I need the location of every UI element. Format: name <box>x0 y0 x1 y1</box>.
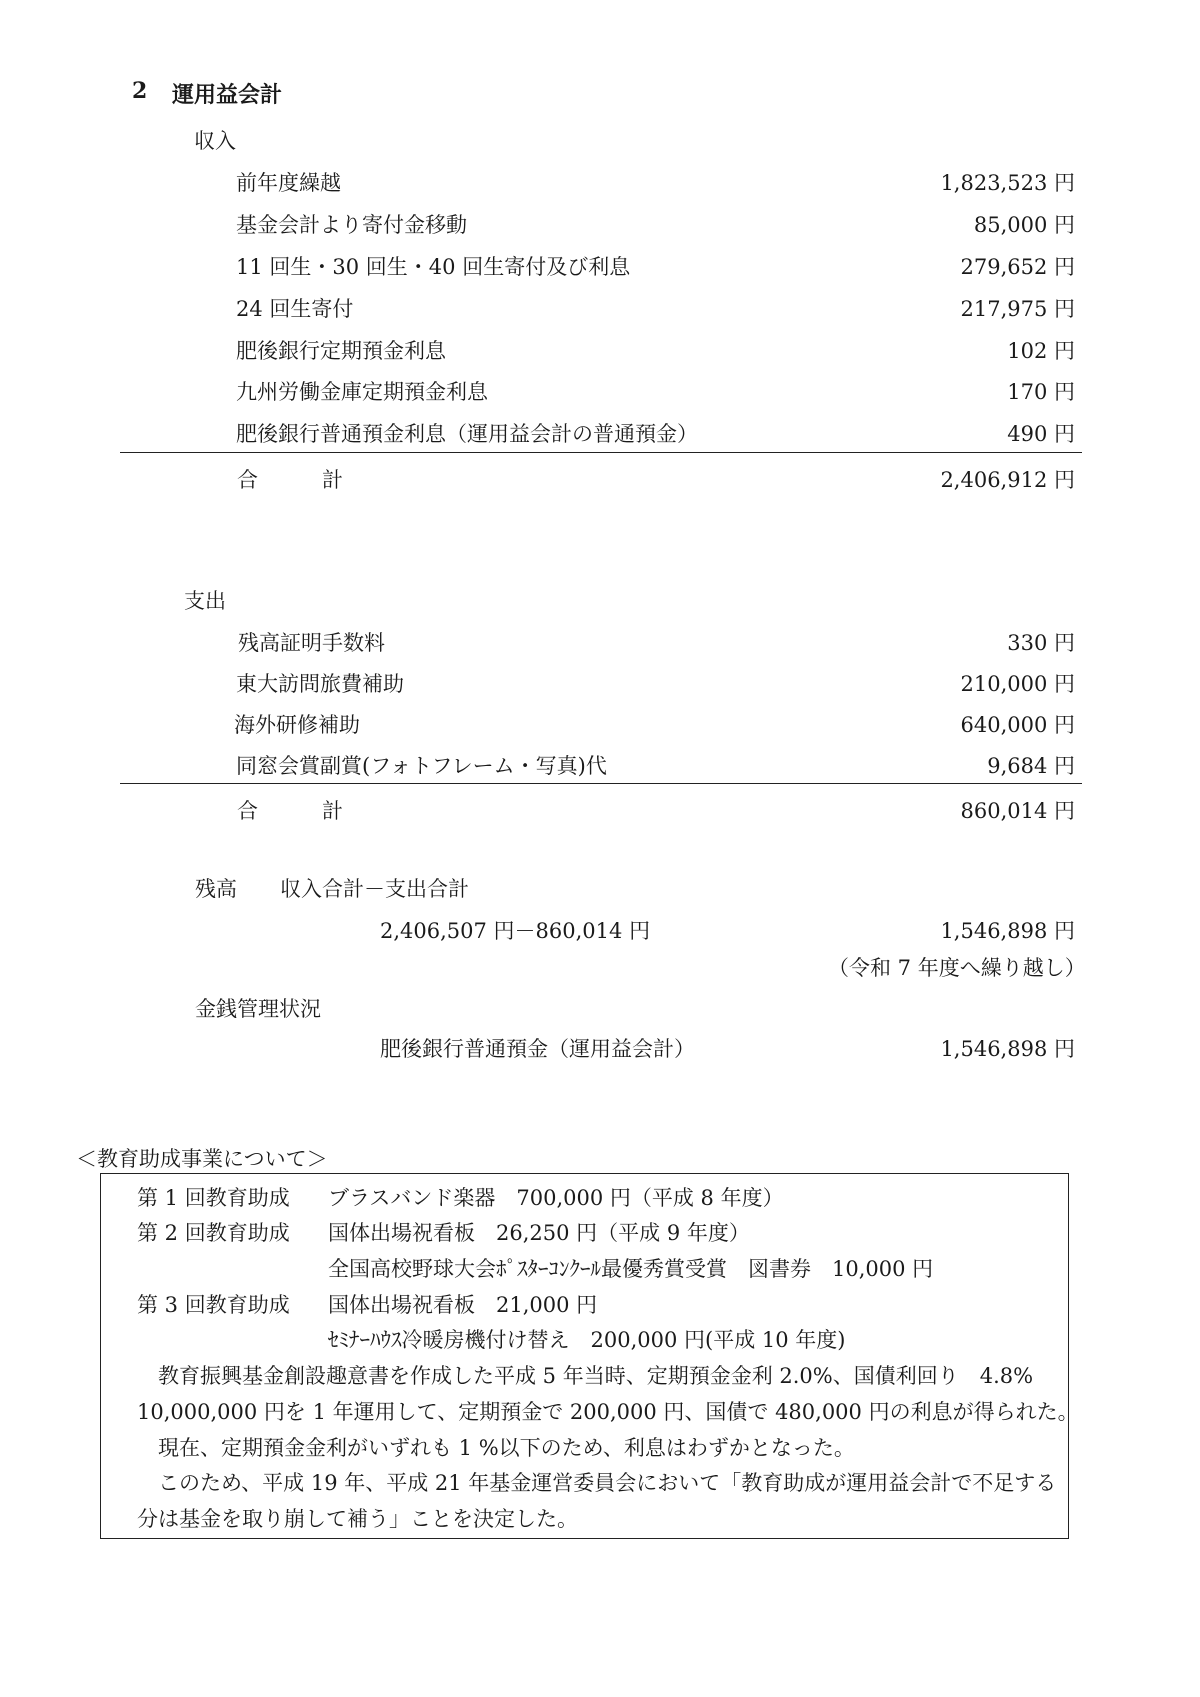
balance-note: （令和 7 年度へ繰り越し） <box>828 956 1086 980</box>
income-total-label-2: 計 <box>322 468 343 492</box>
income-item-label: 肥後銀行定期預金利息 <box>236 339 446 363</box>
income-total-rule <box>120 452 1082 453</box>
expense-item-label: 東大訪問旅費補助 <box>236 672 404 696</box>
expense-item-amount: 640,000 円 <box>960 713 1075 737</box>
education-row-detail: 国体出場祝看板 21,000 円 <box>328 1293 598 1317</box>
paragraph-line: 教育振興基金創設趣意書を作成した平成 5 年当時、定期預金金利 2.0%、国債利回り 4.8% <box>158 1364 1034 1388</box>
education-row-detail: 国体出場祝看板 26,250 円（平成 9 年度） <box>328 1221 750 1245</box>
education-row-detail: ブラスバンド楽器 700,000 円（平成 8 年度） <box>328 1186 784 1210</box>
section-title: 運用益会計 <box>172 82 283 108</box>
expense-item-label: 残高証明手数料 <box>238 631 385 655</box>
education-row-name: 第 3 回教育助成 <box>137 1293 290 1317</box>
section-number: 2 <box>132 78 148 104</box>
expense-total-label-2: 計 <box>322 799 343 823</box>
income-item-amount: 490 円 <box>1007 422 1075 446</box>
expense-heading: 支出 <box>184 589 226 613</box>
expense-total-rule <box>120 783 1082 784</box>
paragraph-line: 分は基金を取り崩して補う」ことを決定した。 <box>137 1507 578 1531</box>
balance-amount: 1,546,898 円 <box>940 919 1075 943</box>
balance-formula: 収入合計－支出合計 <box>280 877 469 901</box>
money-management-account: 肥後銀行普通預金（運用益会計） <box>380 1037 695 1061</box>
income-item-label: 24 回生寄付 <box>236 297 354 321</box>
income-item-amount: 102 円 <box>1007 339 1075 363</box>
paragraph-line: このため、平成 19 年、平成 21 年基金運営委員会において「教育助成が運用益会計で不足する <box>158 1471 1057 1495</box>
expense-item-label: 同窓会賞副賞(フォトフレーム・写真)代 <box>236 754 607 778</box>
education-row-name: 第 2 回教育助成 <box>137 1221 290 1245</box>
income-item-amount: 170 円 <box>1007 380 1075 404</box>
income-item-amount: 1,823,523 円 <box>940 171 1075 195</box>
income-item-amount: 217,975 円 <box>960 297 1075 321</box>
education-heading: ＜教育助成事業について＞ <box>76 1147 328 1171</box>
expense-item-amount: 210,000 円 <box>960 672 1075 696</box>
education-row-name: 第 1 回教育助成 <box>137 1186 290 1210</box>
balance-calc: 2,406,507 円－860,014 円 <box>380 919 651 943</box>
expense-item-amount: 330 円 <box>1007 631 1075 655</box>
balance-label: 残高 <box>195 877 237 901</box>
expense-total-label-1: 合 <box>237 799 258 823</box>
expense-total-amount: 860,014 円 <box>960 799 1075 823</box>
income-item-label: 基金会計より寄付金移動 <box>236 213 467 237</box>
income-total-label-1: 合 <box>237 468 258 492</box>
paragraph-line: 現在、定期預金金利がいずれも 1 %以下のため、利息はわずかとなった。 <box>158 1436 855 1460</box>
expense-item-label: 海外研修補助 <box>234 713 360 737</box>
expense-item-amount: 9,684 円 <box>987 754 1075 778</box>
education-row-detail: ｾﾐﾅｰﾊｳｽ冷暖房機付け替え 200,000 円(平成 10 年度) <box>328 1328 846 1352</box>
income-total-amount: 2,406,912 円 <box>940 468 1075 492</box>
income-item-amount: 279,652 円 <box>960 255 1075 279</box>
paragraph-line: 10,000,000 円を 1 年運用して、定期預金で 200,000 円、国債で 480,000 円の利息が得られた。 <box>137 1400 1079 1424</box>
income-item-label: 九州労働金庫定期預金利息 <box>236 380 488 404</box>
income-item-label: 11 回生・30 回生・40 回生寄付及び利息 <box>236 255 631 279</box>
income-item-amount: 85,000 円 <box>973 213 1075 237</box>
income-item-label: 前年度繰越 <box>236 171 341 195</box>
education-row-detail: 全国高校野球大会ﾎﾟｽﾀｰｺﾝｸｰﾙ最優秀賞受賞 図書券 10,000 円 <box>328 1257 934 1281</box>
money-management-heading: 金銭管理状況 <box>195 997 321 1021</box>
income-item-label: 肥後銀行普通預金利息（運用益会計の普通預金） <box>236 422 698 446</box>
money-management-amount: 1,546,898 円 <box>940 1037 1075 1061</box>
income-heading: 収入 <box>194 129 236 153</box>
